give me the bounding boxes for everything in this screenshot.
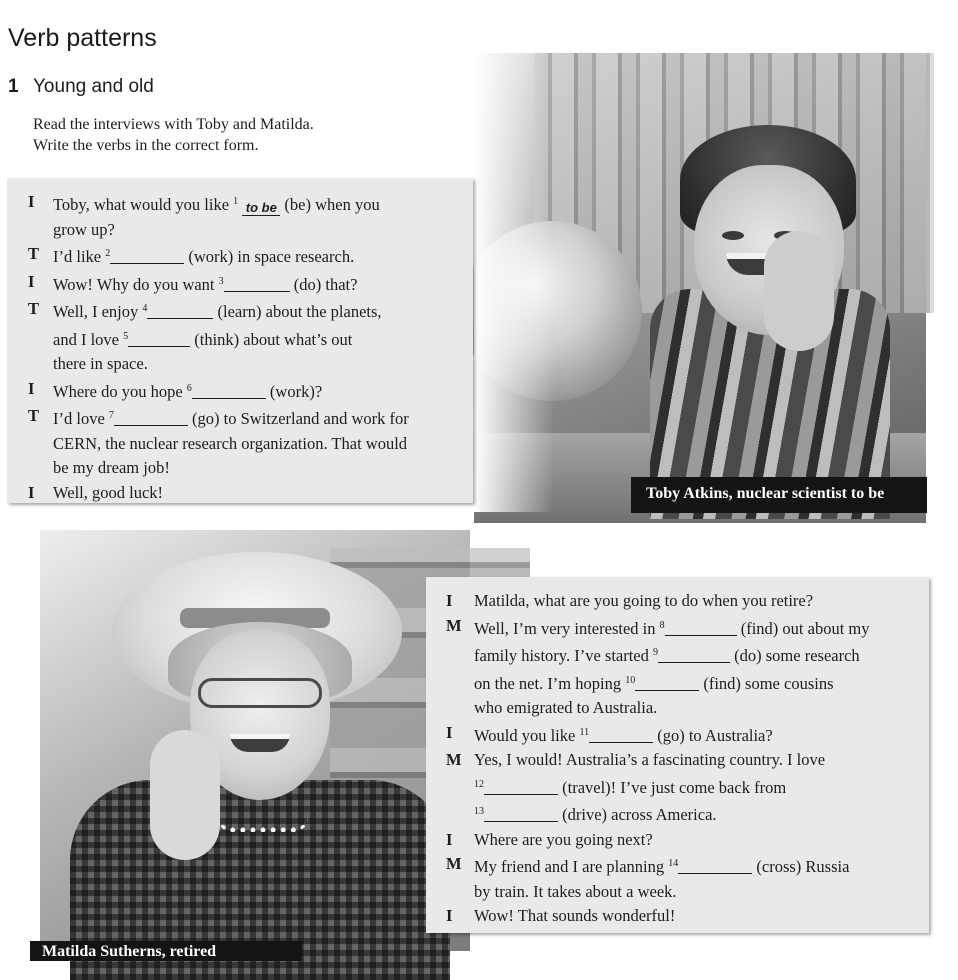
gap-number: 3 (218, 275, 224, 287)
matilda-caption: Matilda Sutherns, retired (30, 941, 302, 961)
line-text: Would you like (474, 725, 580, 745)
line-text: (work)? (265, 381, 323, 401)
line-text: grow up? (53, 219, 115, 239)
boy-eye (722, 231, 744, 240)
line-text: Well, I’m very interested in (474, 618, 660, 638)
line-text: (travel)! I’ve just come back from (558, 777, 787, 797)
speaker-label: M (446, 750, 462, 769)
dialogue-line (426, 800, 929, 828)
line-text: My friend and I are planning (474, 857, 669, 876)
dialogue-line (426, 669, 929, 697)
dialogue-line (426, 828, 929, 853)
dialogue-line (426, 852, 929, 880)
line-text: family history. I’ve started (474, 646, 654, 665)
gap-number: 14 (668, 858, 679, 869)
dialogue-line (426, 748, 929, 773)
line-text: who emigrated to Australia. (474, 698, 658, 717)
line-text: Yes, I would! Australia’s a fascinating country. I love (474, 750, 826, 769)
gap-number: 2 (105, 248, 111, 259)
line-text: on the net. I’m hoping (474, 673, 626, 693)
line-text: (cross) Russia (752, 857, 850, 876)
dialogue-line (7, 270, 473, 298)
line-text: Where do you hope (53, 381, 187, 401)
line-text: (find) some cousins (699, 673, 834, 693)
line-text: I’d love (53, 409, 109, 428)
page-title: Verb patterns (8, 24, 157, 52)
gap-number: 5 (123, 330, 129, 342)
answer-blank[interactable] (665, 620, 737, 636)
line-text: (go) to Switzerland and work for (187, 409, 409, 428)
dialogue-line (7, 218, 473, 243)
instructions (33, 114, 314, 156)
line-text: Wow! That sounds wonderful! (474, 906, 676, 925)
line-text: (be) when you (280, 195, 380, 214)
line-text: there in space. (53, 354, 148, 373)
woman-hand (150, 730, 220, 860)
line-text: (drive) across America. (558, 805, 717, 824)
line-text: (find) out about my (736, 618, 870, 638)
exercise-number: 1 (8, 76, 19, 97)
answer-blank[interactable] (484, 779, 558, 795)
line-text: (do) some research (730, 646, 860, 665)
dialogue-line (7, 325, 473, 353)
gap-number: 7 (108, 410, 114, 421)
instruction-line: Read the interviews with Toby and Matilda. (33, 116, 314, 133)
line-text: (go) to Australia? (653, 725, 773, 745)
line-text: I’d like (53, 247, 106, 266)
instruction-line: Write the verbs in the correct form. (33, 137, 259, 154)
dialogue-line (426, 641, 929, 669)
woman-smile (230, 734, 290, 752)
exercise-title: Young and old (33, 76, 154, 97)
line-text: Well, I enjoy (53, 302, 143, 321)
toby-photo (474, 53, 926, 512)
dialogue-line (7, 456, 473, 481)
dialogue-line (426, 614, 929, 642)
dialogue-line (7, 297, 473, 325)
gap-number: 4 (142, 303, 148, 314)
line-text: CERN, the nuclear research organization. That would (53, 433, 408, 453)
speaker-label: I (28, 482, 35, 502)
speaker-label: M (446, 615, 462, 635)
dialogue-line (7, 352, 473, 377)
gap-number: 11 (579, 726, 590, 738)
speaker-label: I (446, 591, 453, 610)
line-text: by train. It takes about a week. (474, 881, 677, 901)
pearl-necklace (218, 818, 308, 832)
gap-answer: to be (242, 200, 280, 216)
answer-blank[interactable] (635, 675, 699, 691)
line-text: and I love (53, 329, 124, 349)
gap-number: 10 (625, 674, 636, 686)
line-text: (do) that? (289, 274, 358, 294)
dialogue-line (426, 904, 929, 929)
answer-blank[interactable] (589, 727, 653, 743)
line-text: (work) in space research. (184, 247, 355, 266)
answer-blank[interactable] (658, 647, 730, 663)
line-text: be my dream job! (53, 458, 170, 477)
answer-blank[interactable] (114, 410, 188, 426)
dialogue-line (7, 481, 473, 506)
speaker-label: I (28, 378, 35, 398)
speaker-label: I (446, 906, 453, 925)
line-text: Well, good luck! (53, 482, 164, 502)
answer-blank[interactable] (128, 331, 190, 347)
answer-blank[interactable] (192, 383, 266, 399)
matilda-photo (40, 530, 470, 951)
dialogue-line (7, 404, 473, 432)
dialogue-line (7, 432, 473, 457)
speaker-label: T (28, 244, 40, 263)
dialogue-line (426, 589, 929, 614)
speaker-label: I (28, 271, 35, 291)
dialogue-line (7, 190, 473, 218)
gap-number: 6 (186, 382, 192, 394)
answer-blank[interactable] (110, 248, 184, 264)
speaker-label: I (446, 829, 453, 849)
dialogue-line (426, 773, 929, 801)
gap-number: 8 (659, 619, 665, 631)
photo-edge-fade (474, 53, 554, 512)
gap-number: 1 (233, 196, 239, 207)
line-text: Toby, what would you like (53, 195, 234, 214)
boy-hand (764, 231, 834, 351)
answer-blank[interactable] (147, 303, 213, 319)
gap-number: 9 (653, 647, 659, 658)
speaker-label: T (28, 299, 40, 318)
line-text: Where are you going next? (474, 829, 653, 849)
line-text: Wow! Why do you want (53, 274, 219, 294)
matilda-interview-box (426, 577, 929, 933)
speaker-label: I (446, 722, 453, 742)
toby-interview-box (7, 178, 473, 503)
line-text: Matilda, what are you going to do when you retire? (474, 591, 814, 610)
line-text: (think) about what’s out (190, 329, 353, 349)
dialogue-line (426, 696, 929, 721)
answer-blank[interactable] (484, 806, 558, 822)
dialogue-line (7, 242, 473, 270)
speaker-label: M (446, 854, 462, 873)
answer-blank[interactable] (224, 276, 290, 292)
dialogue-line (7, 377, 473, 405)
glasses (198, 678, 322, 708)
line-text: (learn) about the planets, (213, 302, 382, 321)
dialogue-line (426, 880, 929, 905)
toby-caption: Toby Atkins, nuclear scientist to be (631, 477, 927, 513)
answer-blank[interactable] (678, 858, 752, 874)
dialogue-line (426, 721, 929, 749)
speaker-label: T (28, 406, 40, 425)
gap-number: 13 (474, 806, 484, 817)
speaker-label: I (28, 192, 35, 211)
gap-number: 12 (474, 778, 484, 790)
